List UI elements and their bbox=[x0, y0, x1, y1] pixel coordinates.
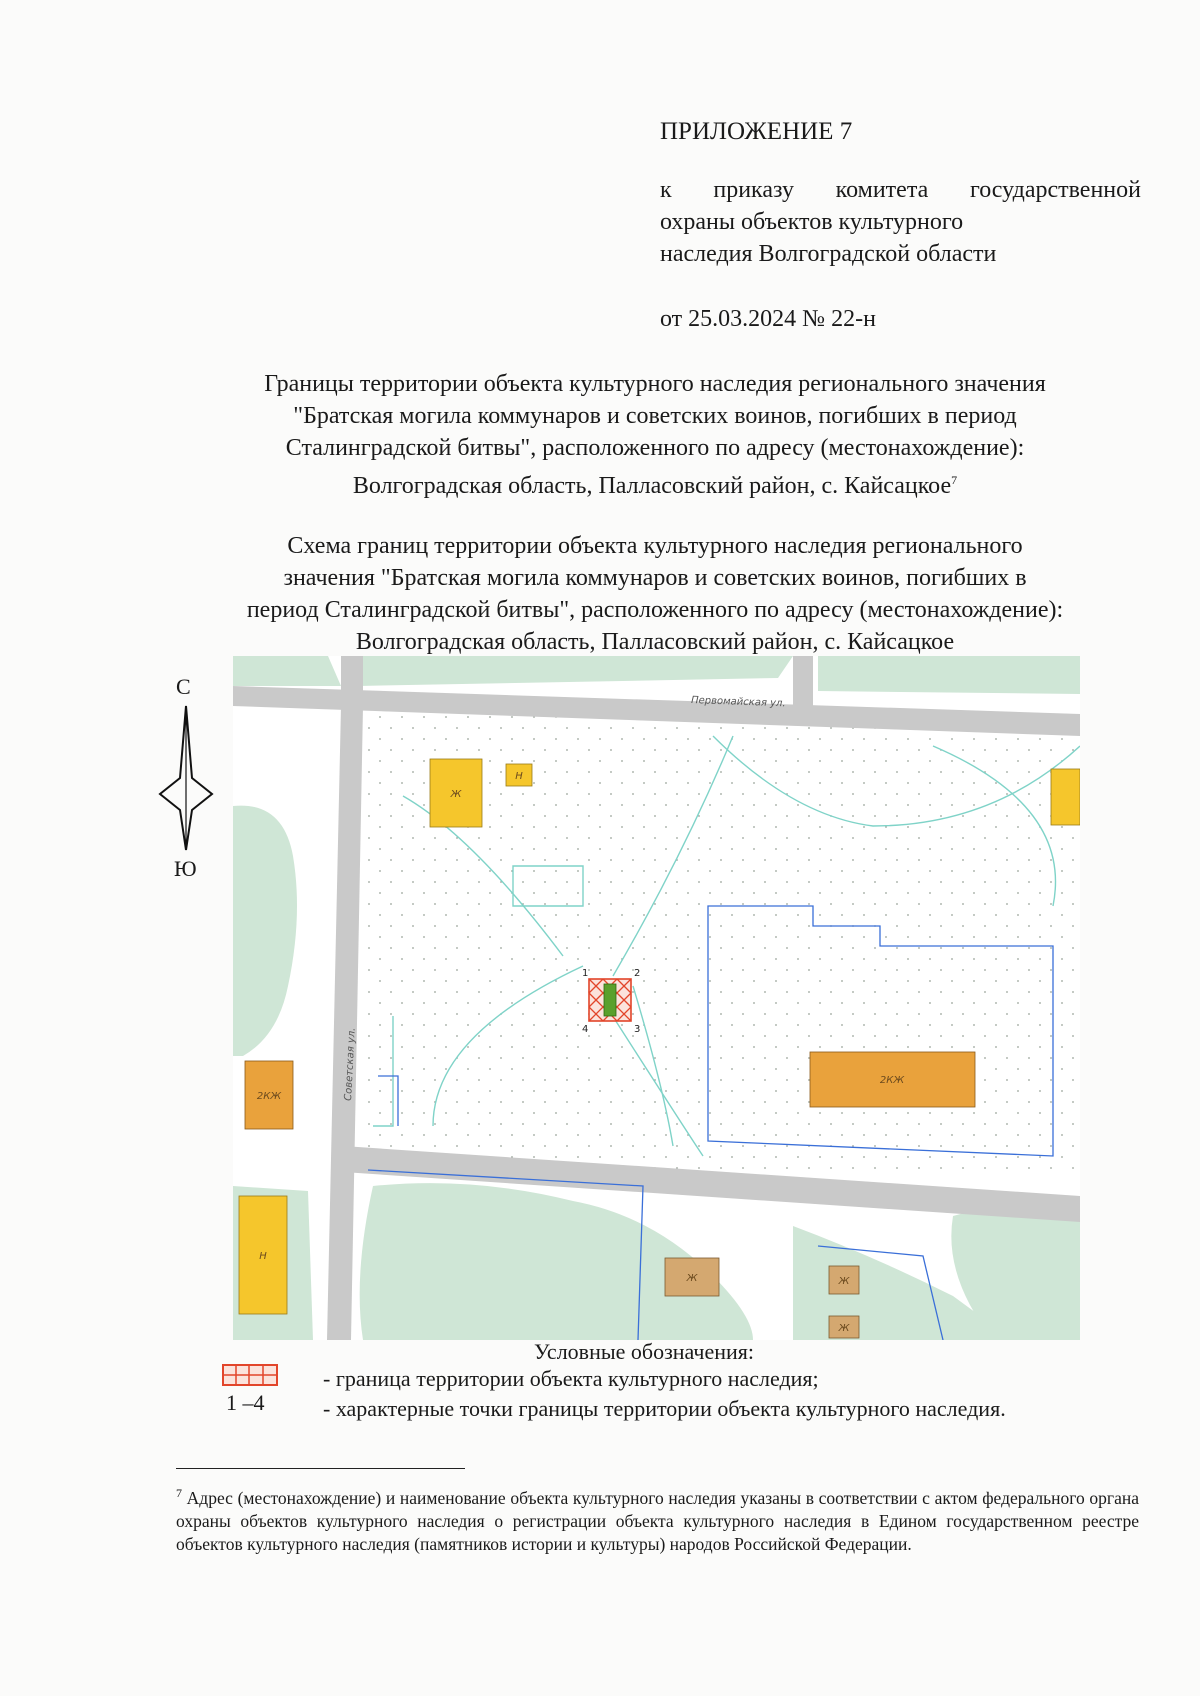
scheme-title-line-4: Волгоградская область, Палласовский район, с. Кайсацкое bbox=[355, 629, 955, 655]
footnote bbox=[176, 1482, 1139, 1556]
heritage-boundary bbox=[589, 979, 631, 1021]
title-line-4: Волгоградская область, Палласовский район, с. Кайсацкое$^7$ bbox=[352, 473, 958, 499]
point-label-4: 4 bbox=[582, 1024, 589, 1035]
document-title bbox=[160, 368, 1150, 502]
scheme-title-line-2: значения "Братская могила коммунаров и советских воинов, погибших в bbox=[283, 565, 1027, 591]
site-map bbox=[233, 656, 1080, 1340]
compass-north-label: С bbox=[176, 674, 191, 699]
order-reference-line-2: охраны объектов культурного bbox=[660, 209, 964, 235]
order-reference-line-3: наследия Волгоградской области bbox=[660, 241, 997, 267]
green-zone bbox=[818, 656, 1080, 694]
building-label: Ж bbox=[838, 1323, 850, 1334]
legend-item-boundary: - граница территории объекта культурного наследия; bbox=[323, 1366, 819, 1391]
footnote-ref: 7 bbox=[951, 473, 958, 487]
street-label-sovetskaya: Советская ул. bbox=[343, 1027, 358, 1102]
building-label: Ж bbox=[450, 789, 462, 800]
legend-title: Условные обозначения: bbox=[534, 1339, 755, 1364]
legend-boundary-swatch-icon bbox=[222, 1364, 278, 1391]
title-line-3: Сталинградской битвы", расположенного по адресу (местонахождение): bbox=[285, 435, 1025, 461]
legend-item-points: - характерные точки границы территории объекта культурного наследия. bbox=[323, 1396, 1006, 1421]
building-label: 2КЖ bbox=[879, 1075, 905, 1086]
point-label-2: 2 bbox=[634, 968, 641, 979]
appendix-title: ПРИЛОЖЕНИЕ 7 bbox=[660, 118, 853, 145]
point-label-1: 1 bbox=[582, 968, 589, 979]
building-label: Ж bbox=[686, 1273, 698, 1284]
footnote-separator bbox=[176, 1468, 465, 1469]
title-line-2: "Братская могила коммунаров и советских воинов, погибших в период bbox=[293, 403, 1017, 429]
title-line-1: Границы территории объекта культурного наследия регионального значения bbox=[264, 371, 1046, 397]
order-date: от 25.03.2024 № 22-н bbox=[660, 306, 876, 332]
building-label: 2КЖ bbox=[256, 1091, 282, 1102]
footnote-number: 7 bbox=[176, 1486, 182, 1500]
road-segment bbox=[341, 656, 363, 706]
building-label: Н bbox=[515, 771, 523, 782]
scheme-title-line-1: Схема границ территории объекта культурного наследия регионального bbox=[287, 533, 1023, 559]
legend-points-label: 1 –4 bbox=[226, 1390, 265, 1415]
green-zone bbox=[233, 656, 341, 686]
monument-marker bbox=[604, 984, 616, 1016]
compass-south-label: Ю bbox=[174, 856, 197, 881]
compass-arrow-icon bbox=[158, 704, 214, 857]
order-reference-line-1: к приказу комитета государственной bbox=[660, 177, 1141, 203]
building-label: Н bbox=[259, 1251, 267, 1262]
scheme-title bbox=[160, 530, 1150, 658]
building-label: Ж bbox=[838, 1276, 850, 1287]
building-right-edge bbox=[1051, 769, 1080, 825]
footnote-text: Адрес (местонахождение) и наименование объекта культурного наследия указаны в соответствии с актом федерального органа охраны объектов культурного наследия о регистрации объекта культурного наследия в Едином государственном реестре объектов культурного наследия (памятников истории и культуры) народов Российской Федерации. bbox=[176, 1487, 1139, 1554]
road-segment bbox=[793, 656, 813, 714]
scheme-title-line-3: период Сталинградской битвы", расположенного по адресу (местонахождение): bbox=[246, 597, 1064, 623]
point-label-3: 3 bbox=[634, 1024, 641, 1035]
street-label-pervomayskaya: Первомайская ул. bbox=[690, 695, 786, 710]
